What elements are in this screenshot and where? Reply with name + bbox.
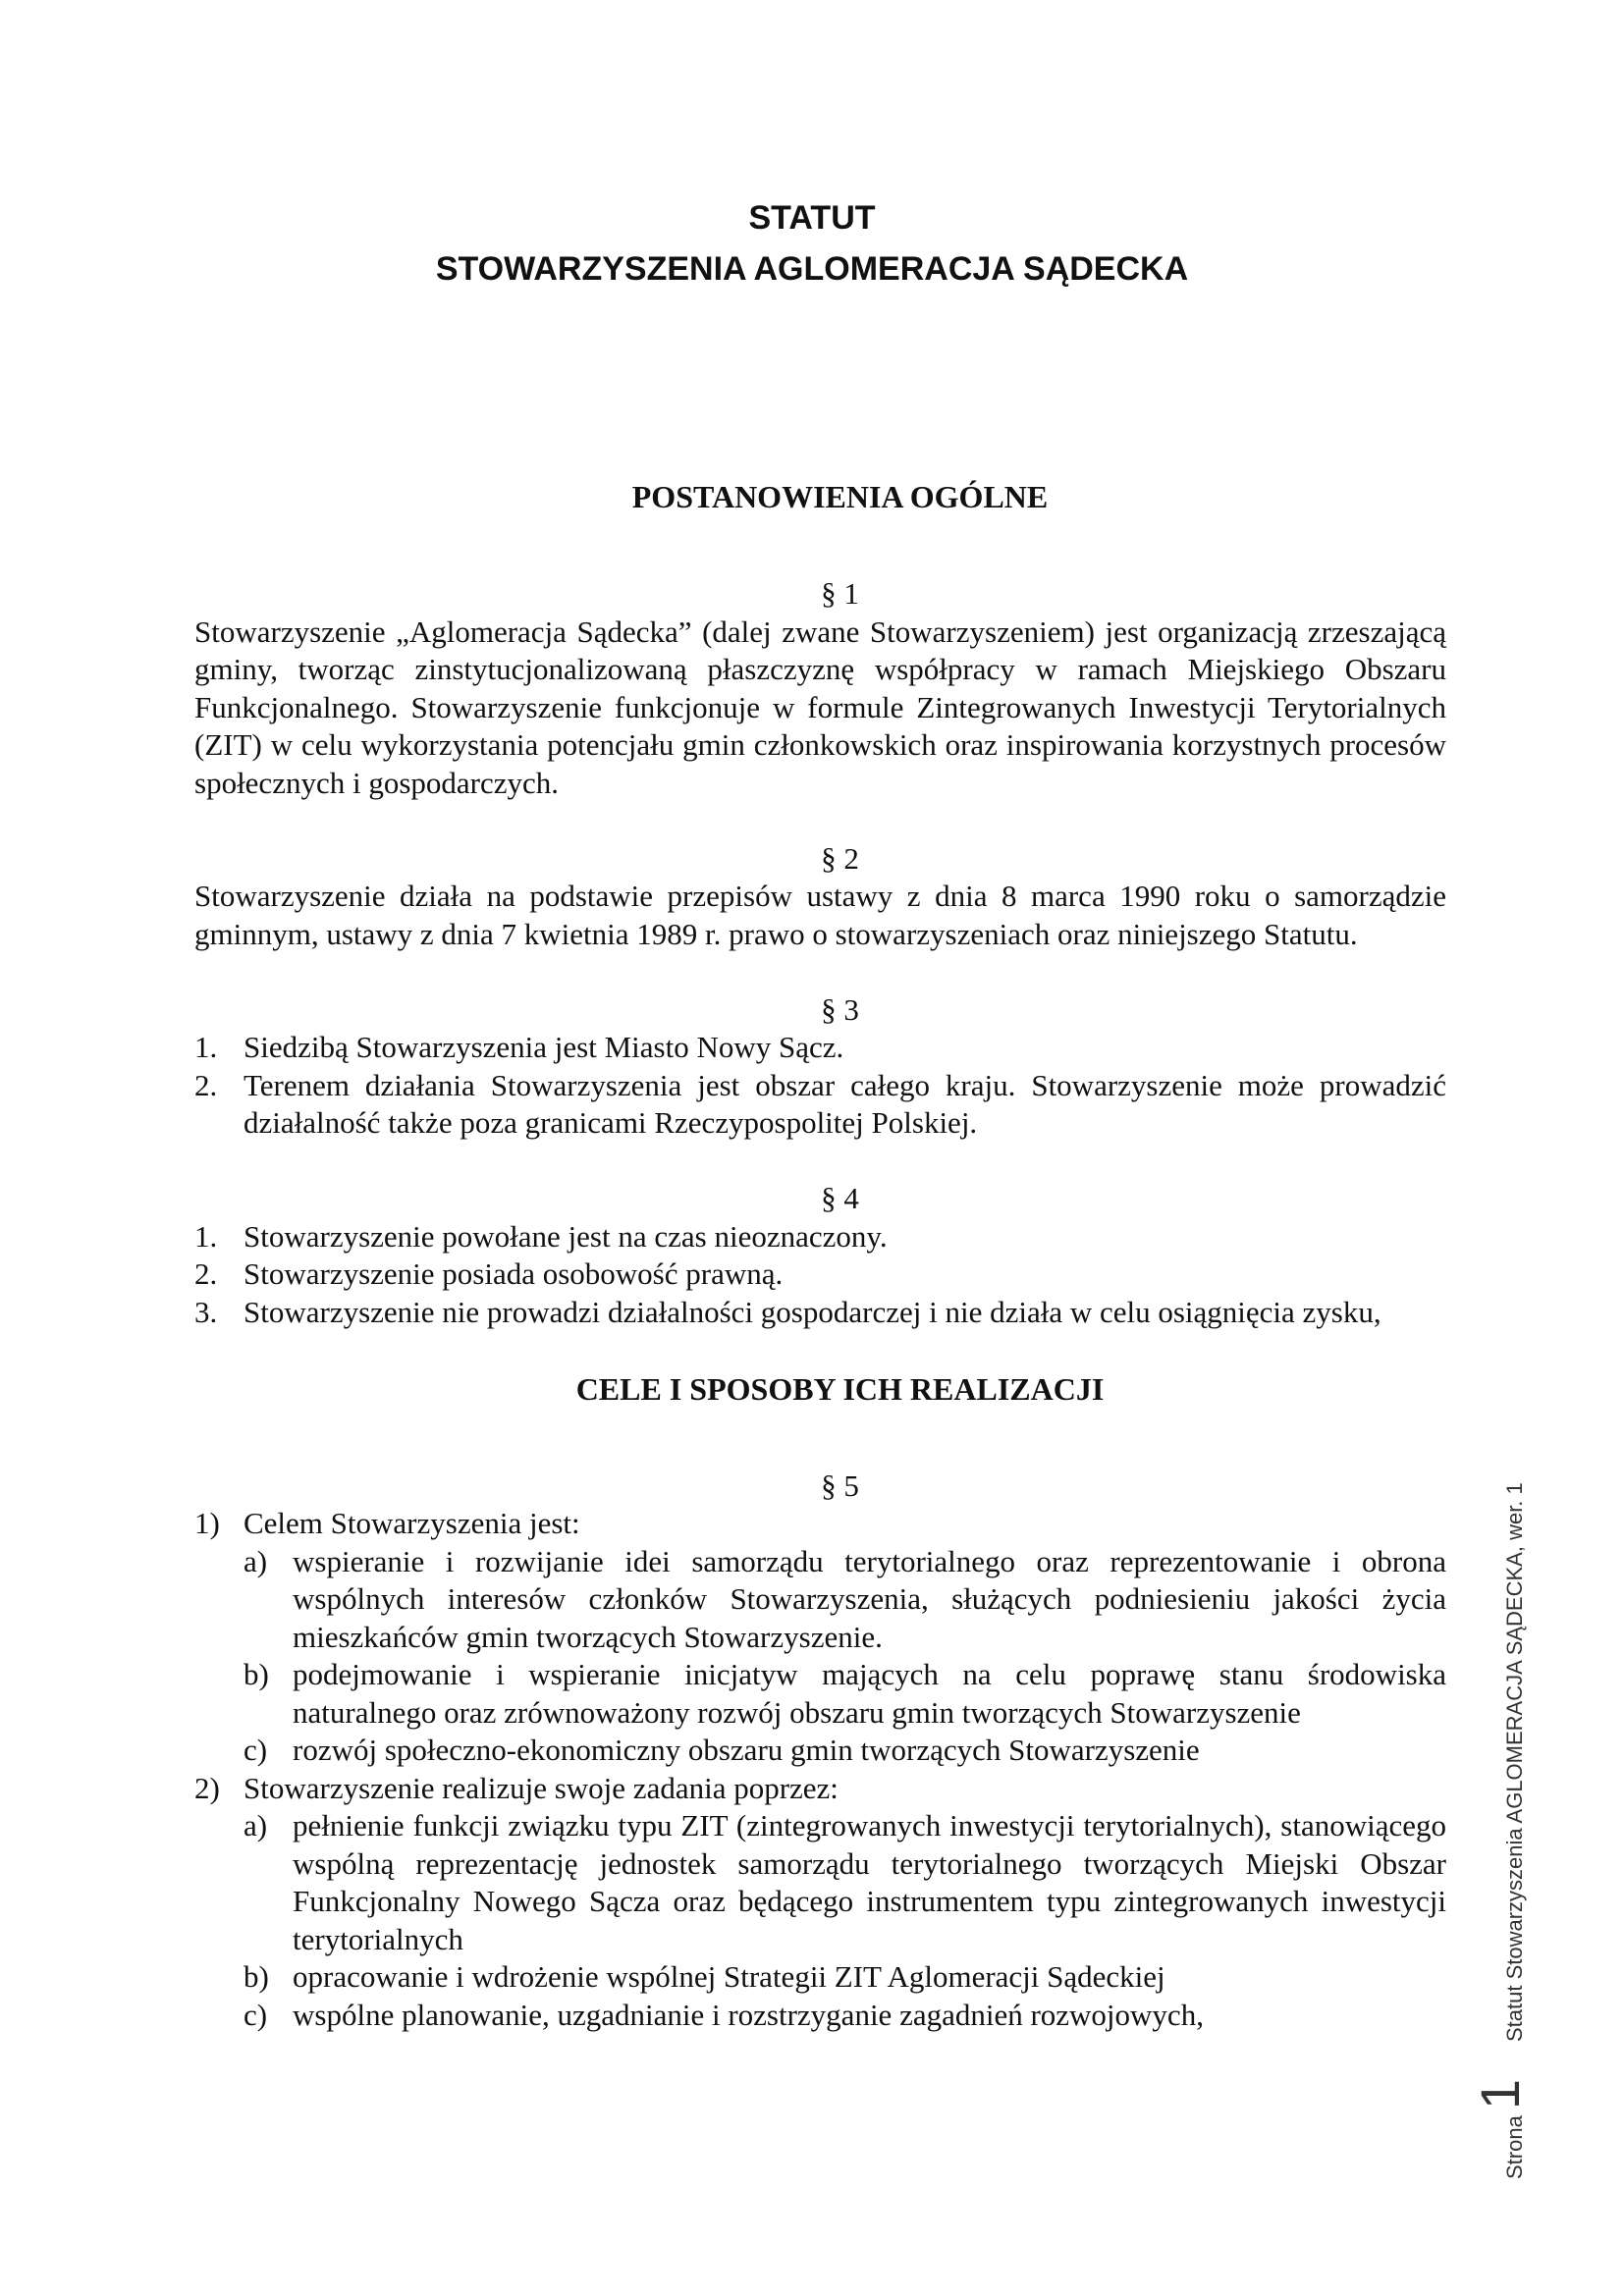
paragraph-5-list-2 [194, 1770, 1446, 1808]
paragraph-mark-3: § 3 [821, 991, 859, 1027]
list-item [194, 1294, 1446, 1332]
list-item-text: rozwój społeczno-ekonomiczny obszaru gmin tworzących Stowarzyszenie [293, 1733, 1200, 1767]
list-item-number: 1) [194, 1506, 220, 1540]
list-item [194, 1029, 1446, 1067]
page-number: 1 [1469, 2079, 1531, 2110]
spacer [194, 516, 1446, 575]
list-item-letter: a) [244, 1808, 268, 1842]
list-item-letter: c) [244, 1997, 268, 2032]
spacer [194, 1409, 1446, 1468]
paragraph-4-list [194, 1218, 1446, 1332]
list-item [194, 1255, 1446, 1294]
list-item-number: 2. [194, 1256, 218, 1291]
list-item [194, 1732, 1446, 1770]
list-item-text: podejmowanie i wspieranie inicjatyw mających na celu poprawę stanu środowiska naturalnego oraz zrównoważony rozwój obszaru gmin tworzących Stowarzyszenie [293, 1657, 1446, 1730]
list-item-number: 3. [194, 1294, 218, 1329]
document-title: STATUT [748, 199, 876, 237]
paragraph-mark-1: § 1 [821, 576, 859, 611]
side-footer-row [1469, 1350, 1531, 2179]
paragraph-mark-5: § 5 [821, 1468, 859, 1503]
section-heading-cele: CELE I SPOSOBY ICH REALIZACJI [575, 1370, 1105, 1407]
list-item-number: 2. [194, 1067, 218, 1102]
spacer [194, 1331, 1446, 1369]
list-item-number: 1. [194, 1030, 218, 1064]
list-item-text: pełnienie funkcji związku typu ZIT (zintegrowanych inwestycji terytorialnych), stanowiącego wspólną reprezentację jednostek samorządu terytorialnego tworzących Miejski Obszar Funkcjonalny Nowego Sącza oraz będącego instrumentem typu zintegrowanych inwestycji terytorialnych [293, 1808, 1446, 1956]
tasks-list [194, 1807, 1446, 2034]
list-item-letter: b) [244, 1959, 269, 1994]
list-item-letter: c) [244, 1733, 268, 1767]
paragraph-3-list [194, 1029, 1446, 1143]
paragraph-mark-2: § 2 [821, 840, 859, 876]
side-footer [1469, 1350, 1531, 2179]
list-item [194, 1505, 1446, 1543]
list-item [194, 1218, 1446, 1256]
paragraph-1-text: Stowarzyszenie „Aglomeracja Sądecka” (dalej zwane Stowarzyszeniem) jest organizacją zrzeszającą gminy, tworząc zinstytucjonalizowaną płaszczyznę współpracy w ramach Miejskiego Obszaru Funkcjonalnego. Stowarzyszenie funkcjonuje w formule Zintegrowanych Inwestycji Terytorialnych (ZIT) w celu wykorzystania potencjału gmin członkowskich oraz inspirowania korzystnych procesów społecznych i gospodarczych. [194, 614, 1446, 800]
spacer [194, 1143, 1446, 1181]
list-item-text: Celem Stowarzyszenia jest: [244, 1506, 580, 1540]
list-item-number: 2) [194, 1770, 220, 1805]
list-item-text: wspieranie i rozwijanie idei samorządu terytorialnego oraz reprezentowanie i obrona wspólnych interesów członków Stowarzyszenia, służących podniesieniu jakości życia mieszkańców gmin tworzących Stowarzyszenie. [293, 1543, 1446, 1654]
list-item-text: Terenem działania Stowarzyszenia jest obszar całego kraju. Stowarzyszenie może prowadzić działalność także poza granicami Rzeczypospolitej Polskiej. [244, 1067, 1446, 1140]
list-item-number: 1. [194, 1218, 218, 1254]
list-item [194, 1770, 1446, 1808]
list-item-letter: b) [244, 1657, 269, 1691]
list-item [194, 1067, 1446, 1143]
list-item-text: Stowarzyszenie nie prowadzi działalności gospodarczej i nie działa w celu osiągnięcia zysku, [244, 1294, 1381, 1329]
list-item-text: Stowarzyszenie realizuje swoje zadania poprzez: [244, 1770, 839, 1805]
section-heading-postanowienia: POSTANOWIENIA OGÓLNE [631, 479, 1049, 514]
spacer [194, 802, 1446, 840]
list-item [194, 1997, 1446, 2035]
list-item [194, 1807, 1446, 1958]
document-subtitle: STOWARZYSZENIA AGLOMERACJA SĄDECKA [435, 250, 1189, 288]
list-item-text: Siedzibą Stowarzyszenia jest Miasto Nowy Sącz. [244, 1030, 844, 1064]
list-item-letter: a) [244, 1543, 268, 1578]
list-item-text: wspólne planowanie, uzgadnianie i rozstrzyganie zagadnień rozwojowych, [293, 1997, 1204, 2032]
list-item [194, 1656, 1446, 1732]
list-item-text: Stowarzyszenie posiada osobowość prawną. [244, 1256, 784, 1291]
list-item-text: Stowarzyszenie powołane jest na czas nieoznaczony. [244, 1218, 888, 1254]
paragraph-5-list [194, 1505, 1446, 1543]
spacer [194, 953, 1446, 991]
footer-document-title: Statut Stowarzyszenia AGLOMERACJA SĄDECKA, wer. 1 [1502, 1482, 1527, 2043]
list-item [194, 1543, 1446, 1657]
goals-list [194, 1543, 1446, 1770]
page-label: Strona [1502, 2115, 1527, 2179]
paragraph-2-text: Stowarzyszenie działa na podstawie przepisów ustawy z dnia 8 marca 1990 roku o samorządzie gminnym, ustawy z dnia 7 kwietnia 1989 r. prawo o stowarzyszeniach oraz niniejszego Statutu. [194, 879, 1446, 951]
paragraph-mark-4: § 4 [821, 1181, 859, 1215]
list-item [194, 1958, 1446, 1997]
list-item-text: opracowanie i wdrożenie wspólnej Strategii ZIT Aglomeracji Sądeckiej [293, 1959, 1165, 1994]
document-body [194, 477, 1446, 2034]
